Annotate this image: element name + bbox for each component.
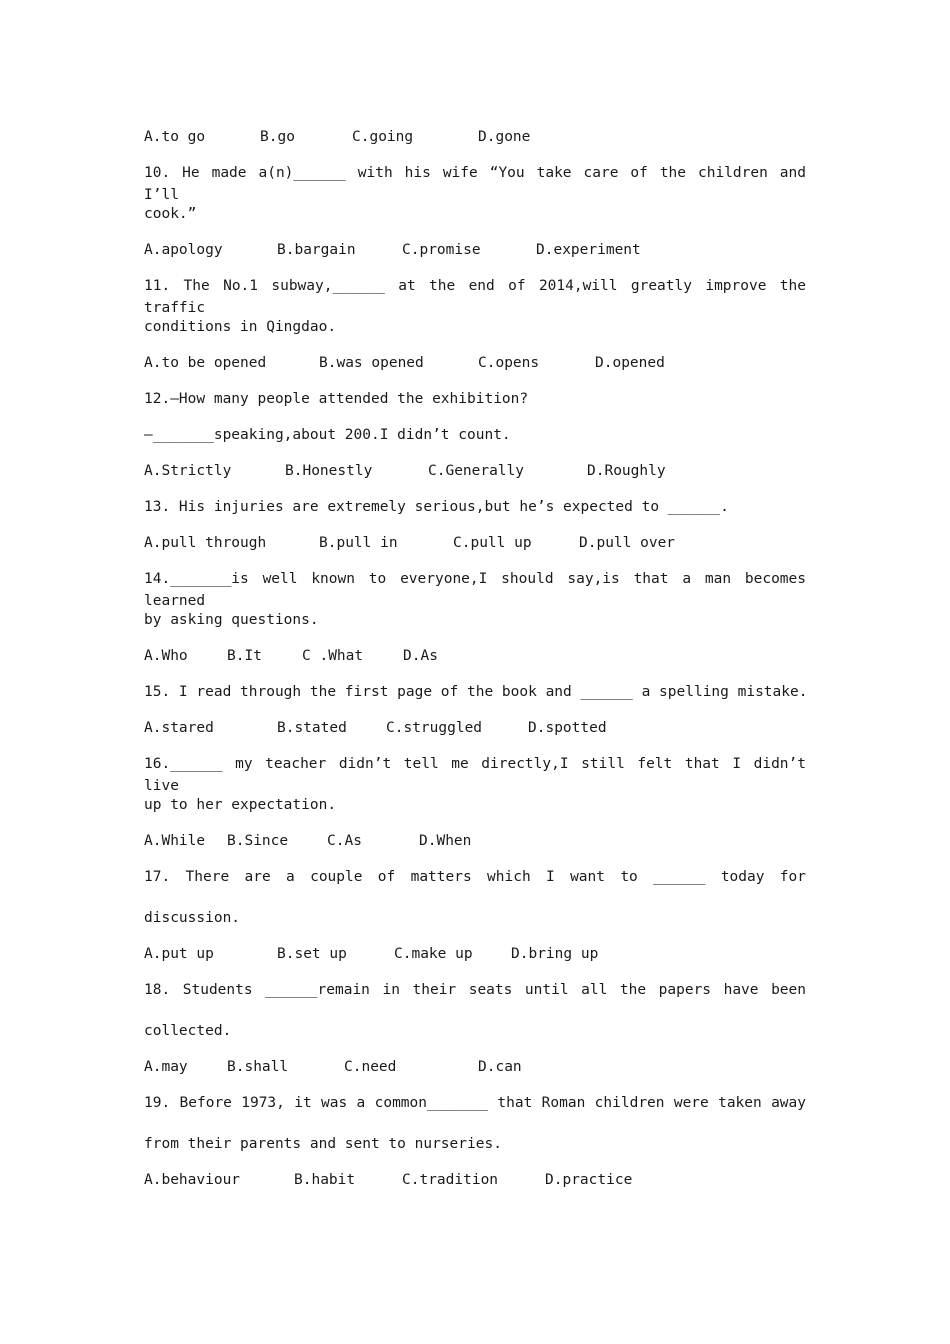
q12-stem-line2: —_______speaking,about 200.I didn’t count.	[144, 427, 511, 443]
q12-stem-line1: 12.—How many people attended the exhibition?	[144, 391, 529, 407]
q17-option-d: D.bring up	[511, 946, 599, 962]
q12-option-c: C.Generally	[428, 463, 525, 479]
q11-stem-line1: 11. The No.1 subway,______ at the end of 2014,will greatly improve the traffic	[144, 278, 806, 316]
q10-option-c: C.promise	[402, 242, 481, 258]
q9-option-b: B.go	[260, 129, 295, 145]
q17-stem-line1: 17. There are a couple of matters which I want to ______ today for	[144, 869, 806, 885]
q13-option-b: B.pull in	[319, 535, 398, 551]
q14-options	[144, 645, 806, 667]
q16-option-a: A.While	[144, 833, 206, 849]
q14-option-a: A.Who	[144, 648, 188, 664]
q10-option-b: B.bargain	[277, 242, 356, 258]
q15-stem-line1: 15. I read through the first page of the book and ______ a spelling mistake.	[144, 684, 808, 700]
q14-option-d: D.As	[403, 648, 438, 664]
q16-stem-line1: 16.______ my teacher didn’t tell me directly,I still felt that I didn’t live	[144, 756, 806, 794]
q16-stem-line2: up to her expectation.	[144, 797, 337, 813]
q12-options	[144, 460, 806, 482]
q18-option-d: D.can	[478, 1059, 522, 1075]
q13-option-d: D.pull over	[579, 535, 676, 551]
q19-option-c: C.tradition	[402, 1172, 499, 1188]
q9-option-a: A.to go	[144, 129, 206, 145]
q17-option-b: B.set up	[277, 946, 347, 962]
q9-option-d: D.gone	[478, 129, 531, 145]
q18-option-c: C.need	[344, 1059, 397, 1075]
q17-stem-line2: discussion.	[144, 910, 241, 926]
q15-option-d: D.spotted	[528, 720, 607, 736]
q12-option-b: B.Honestly	[285, 463, 373, 479]
q19-option-a: A.behaviour	[144, 1172, 241, 1188]
q9-option-c: C.going	[352, 129, 414, 145]
q16-option-c: C.As	[327, 833, 362, 849]
q10-options	[144, 239, 806, 261]
q9-options	[144, 126, 806, 148]
q14-stem-line2: by asking questions.	[144, 612, 319, 628]
q10-option-d: D.experiment	[536, 242, 641, 258]
q12-option-d: D.Roughly	[587, 463, 666, 479]
q10-option-a: A.apology	[144, 242, 223, 258]
q17-option-c: C.make up	[394, 946, 473, 962]
q15-option-a: A.stared	[144, 720, 214, 736]
q19-stem-line1: 19. Before 1973, it was a common_______ that Roman children were taken away	[144, 1095, 806, 1111]
q12-option-a: A.Strictly	[144, 463, 232, 479]
q18-stem-line1: 18. Students ______remain in their seats until all the papers have been	[144, 982, 806, 998]
q15-options	[144, 717, 806, 739]
q14-option-c: C .What	[302, 648, 364, 664]
q10-stem-line1: 10. He made a(n)______ with his wife “You take care of the children and I’ll	[144, 165, 806, 203]
q11-option-d: D.opened	[595, 355, 665, 371]
q16-options	[144, 830, 806, 852]
q18-options	[144, 1056, 806, 1078]
q11-option-b: B.was opened	[319, 355, 424, 371]
q13-options	[144, 532, 806, 554]
q11-option-a: A.to be opened	[144, 355, 267, 371]
q19-options	[144, 1169, 806, 1191]
q11-options	[144, 352, 806, 374]
q13-option-a: A.pull through	[144, 535, 267, 551]
q15-option-c: C.struggled	[386, 720, 483, 736]
q16-option-b: B.Since	[227, 833, 289, 849]
q10-stem-line2: cook.”	[144, 206, 197, 222]
q18-stem-line2: collected.	[144, 1023, 232, 1039]
q16-option-d: D.When	[419, 833, 472, 849]
q18-option-a: A.may	[144, 1059, 188, 1075]
q13-option-c: C.pull up	[453, 535, 532, 551]
q11-stem-line2: conditions in Qingdao.	[144, 319, 337, 335]
q18-option-b: B.shall	[227, 1059, 289, 1075]
q14-option-b: B.It	[227, 648, 262, 664]
q17-options	[144, 943, 806, 965]
q19-option-b: B.habit	[294, 1172, 356, 1188]
q15-option-b: B.stated	[277, 720, 347, 736]
q11-option-c: C.opens	[478, 355, 540, 371]
q13-stem-line1: 13. His injuries are extremely serious,but he’s expected to ______.	[144, 499, 729, 515]
q19-option-d: D.practice	[545, 1172, 633, 1188]
q17-option-a: A.put up	[144, 946, 214, 962]
q14-stem-line1: 14._______is well known to everyone,I should say,is that a man becomes learned	[144, 571, 806, 609]
q19-stem-line2: from their parents and sent to nurseries.	[144, 1136, 502, 1152]
